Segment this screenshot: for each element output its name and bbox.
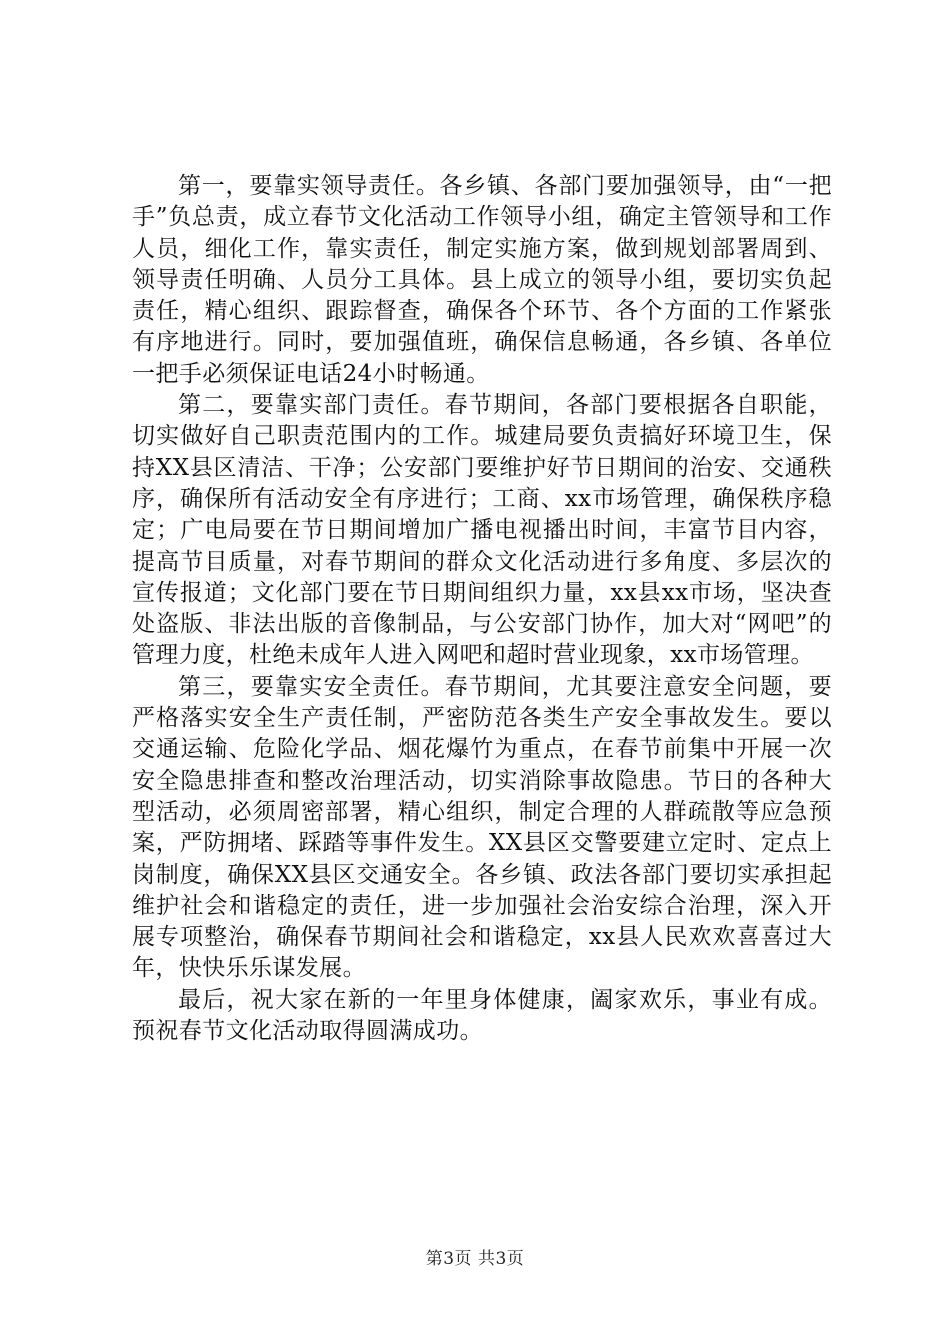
paragraph-department-responsibility: 第二，要靠实部门责任。春节期间，各部门要根据各自职能，切实做好自己职责范围内的工作。城建局要负责搞好环境卫生，保持XX县区清洁、干净；公安部门要维护好节日期间的治安、交通秩序，确保所有活动安全有序进行；工商、xx市场管理，确保秩序稳定；广电局要在节日期间增加广播电视播出时间，丰富节目内容，提高节目质量，对春节期间的群众文化活动进行多角度、多层次的宣传报道；文化部门要在节日期间组织力量，xx县xx市场，坚决查处盗版、非法出版的音像制品，与公安部门协作，加大对“网吧”的管理力度，杜绝未成年人进入网吧和超时营业现象，xx市场管理。 <box>132 392 832 669</box>
paragraph-leadership-responsibility: 第一，要靠实领导责任。各乡镇、各部门要加强领导，由“一把手”负总责，成立春节文化活动工作领导小组，确定主管领导和工作人员，细化工作，靠实责任，制定实施方案，做到规划部署周到、领导责任明确、人员分工具体。县上成立的领导小组，要切实负起责任，精心组织、跟踪督查，确保各个环节、各个方面的工作紧张有序地进行。同时，要加强值班，确保信息畅通，各乡镇、各单位一把手必须保证电话24小时畅通。 <box>132 173 832 387</box>
page-number-footer: 第3页 共3页 <box>425 1249 525 1269</box>
paragraph-closing-wishes: 最后，祝大家在新的一年里身体健康，阖家欢乐，事业有成。预祝春节文化活动取得圆满成功。 <box>132 986 832 1045</box>
paragraph-safety-responsibility: 第三，要靠实安全责任。春节期间，尤其要注意安全问题，要严格落实安全生产责任制，严密防范各类生产安全事故发生。要以交通运输、危险化学品、烟花爆竹为重点，在春节前集中开展一次安全隐患排查和整改治理活动，切实消除事故隐患。节日的各种大型活动，必须周密部署，精心组织，制定合理的人群疏散等应急预案，严防拥堵、踩踏等事件发生。XX县区交警要建立定时、定点上岗制度，确保XX县区交通安全。各乡镇、政法各部门要切实承担起维护社会和谐稳定的责任，进一步加强社会治安综合治理，深入开展专项整治，确保春节期间社会和谐稳定，xx县人民欢欢喜喜过大年，快快乐乐谋发展。 <box>132 673 832 982</box>
document-body <box>132 171 832 1047</box>
